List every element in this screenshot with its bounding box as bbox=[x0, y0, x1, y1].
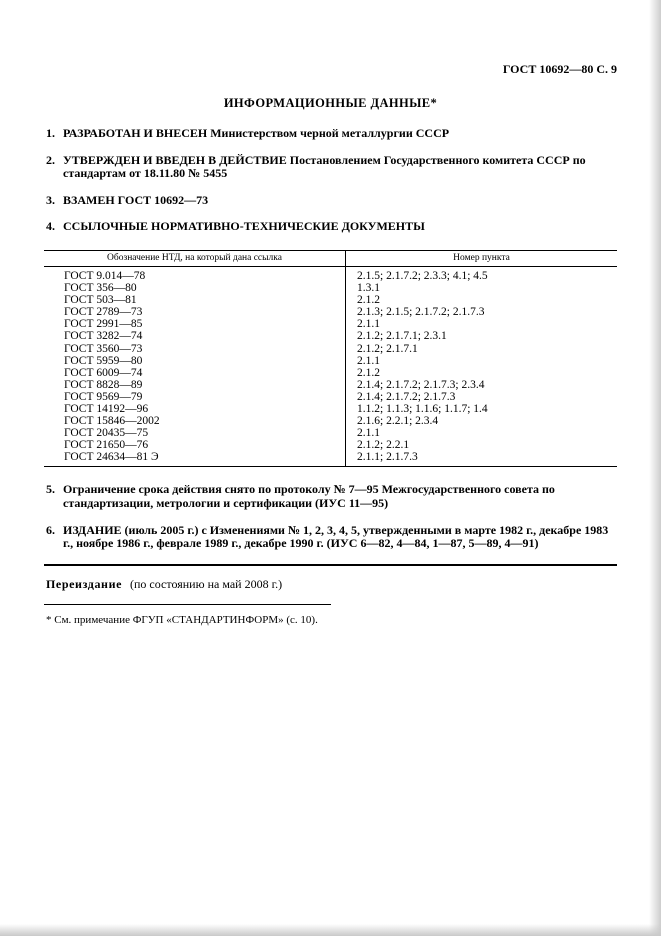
page-edge-shadow-bottom bbox=[0, 924, 661, 936]
cell-punkt: 2.1.3; 2.1.5; 2.1.7.2; 2.1.7.3 bbox=[357, 306, 485, 319]
cell-ntd: ГОСТ 5959—80 bbox=[44, 355, 346, 367]
cell-punkt: 1.1.2; 1.1.3; 1.1.6; 1.1.7; 1.4 bbox=[357, 403, 488, 415]
item-number: 3. bbox=[46, 192, 55, 207]
reissue-label: Переиздание bbox=[46, 576, 123, 591]
cell-ntd: ГОСТ 2789—73 bbox=[44, 306, 346, 318]
cell-ntd: ГОСТ 8828—89 bbox=[44, 379, 346, 391]
page-content bbox=[44, 62, 617, 627]
cell-punkt: 2.1.1 bbox=[357, 427, 380, 440]
cell-ntd: ГОСТ 9569—79 bbox=[44, 391, 346, 403]
cell-punkt: 2.1.2 bbox=[357, 294, 380, 307]
list-item-5 bbox=[44, 483, 617, 510]
item-number: 5. bbox=[46, 482, 55, 497]
cell-ntd: ГОСТ 20435—75 bbox=[44, 427, 346, 439]
list-item-2 bbox=[44, 154, 617, 181]
cell-punkt: 2.1.2; 2.1.7.1; 2.3.1 bbox=[357, 330, 447, 343]
table-body bbox=[44, 266, 617, 467]
table-row bbox=[44, 282, 617, 294]
document-header-reference: ГОСТ 10692—80 С. 9 bbox=[502, 62, 617, 76]
cell-ntd: ГОСТ 6009—74 bbox=[44, 367, 346, 379]
item-text: ИЗДАНИЕ (июль 2005 г.) с Изменениями № 1, 2, 3, 4, 5, утвержденными в марте 1982 г., декабре 1983 г., ноябре 1986 г., феврале 1989 г., декабре 1990 г. (ИУС 6—82, 4—84, 1—87, 5—89, 4—91) bbox=[63, 522, 609, 551]
cell-punkt: 2.1.1 bbox=[357, 354, 380, 367]
item-text: Ограничение срока действия снято по протоколу № 7—95 Межгосударственного совета по стандартизации, метрологии и сертификации (ИУС 11—95) bbox=[63, 482, 555, 511]
cell-punkt: 2.1.4; 2.1.7.2; 2.1.7.3 bbox=[357, 390, 456, 403]
table-row bbox=[44, 306, 617, 318]
table-row bbox=[44, 294, 617, 306]
list-item-1 bbox=[44, 127, 617, 141]
page-title: ИНФОРМАЦИОННЫЕ ДАННЫЕ* bbox=[223, 96, 438, 110]
table-row bbox=[44, 266, 617, 282]
cell-punkt: 2.1.4; 2.1.7.2; 2.1.7.3; 2.3.4 bbox=[357, 378, 485, 391]
cell-punkt: 2.1.2; 2.2.1 bbox=[357, 439, 410, 452]
table-row bbox=[44, 318, 617, 330]
column-header-ntd: Обозначение НТД, на который дана ссылка bbox=[44, 250, 346, 266]
item-number: 4. bbox=[46, 219, 55, 234]
cell-ntd: ГОСТ 3282—74 bbox=[44, 330, 346, 342]
table-row bbox=[44, 439, 617, 451]
table-row bbox=[44, 367, 617, 379]
cell-ntd: ГОСТ 3560—73 bbox=[44, 343, 346, 355]
cell-ntd: ГОСТ 2991—85 bbox=[44, 318, 346, 330]
reissue-line bbox=[44, 577, 617, 591]
column-header-punkt: Номер пункта bbox=[346, 250, 618, 266]
table-row bbox=[44, 451, 617, 467]
table-row bbox=[44, 355, 617, 367]
table-row bbox=[44, 391, 617, 403]
reference-documents-table bbox=[44, 250, 617, 468]
footnote-separator-rule bbox=[44, 604, 331, 605]
list-item-4 bbox=[44, 220, 617, 234]
cell-ntd: ГОСТ 15846—2002 bbox=[44, 415, 346, 427]
footnote-text: * См. примечание ФГУП «СТАНДАРТИНФОРМ» (с. 10). bbox=[46, 613, 318, 626]
table-row bbox=[44, 403, 617, 415]
numbered-items bbox=[44, 127, 617, 234]
table-row bbox=[44, 415, 617, 427]
table-row bbox=[44, 379, 617, 391]
item-text: РАЗРАБОТАН И ВНЕСЕН Министерством черной металлургии СССР bbox=[63, 126, 450, 140]
item-text: ВЗАМЕН ГОСТ 10692—73 bbox=[63, 192, 209, 207]
list-item-3 bbox=[44, 194, 617, 208]
cell-ntd: ГОСТ 24634—81 Э bbox=[44, 451, 346, 467]
cell-punkt: 2.1.1; 2.1.7.3 bbox=[357, 451, 418, 464]
table-row bbox=[44, 343, 617, 355]
cell-punkt: 2.1.1 bbox=[357, 318, 380, 331]
cell-punkt: 2.1.6; 2.2.1; 2.3.4 bbox=[357, 415, 439, 428]
cell-ntd: ГОСТ 21650—76 bbox=[44, 439, 346, 451]
cell-punkt: 2.1.5; 2.1.7.2; 2.3.3; 4.1; 4.5 bbox=[357, 269, 488, 282]
reissue-note: (по состоянию на май 2008 г.) bbox=[130, 576, 283, 591]
table-header bbox=[44, 250, 617, 266]
horizontal-rule-full bbox=[44, 564, 617, 566]
cell-punkt: 2.1.2; 2.1.7.1 bbox=[357, 342, 418, 355]
cell-ntd: ГОСТ 14192—96 bbox=[44, 403, 346, 415]
numbered-items-after-table bbox=[44, 483, 617, 550]
list-item-6 bbox=[44, 524, 617, 551]
page-edge-shadow-right bbox=[649, 0, 661, 936]
table-row bbox=[44, 427, 617, 439]
cell-punkt: 2.1.2 bbox=[357, 366, 380, 379]
cell-ntd: ГОСТ 503—81 bbox=[44, 294, 346, 306]
item-number: 6. bbox=[46, 522, 55, 537]
item-text: ССЫЛОЧНЫЕ НОРМАТИВНО-ТЕХНИЧЕСКИЕ ДОКУМЕНТЫ bbox=[63, 219, 425, 234]
cell-punkt: 1.3.1 bbox=[357, 282, 380, 295]
table-row bbox=[44, 330, 617, 342]
item-number: 2. bbox=[46, 152, 55, 167]
cell-ntd: ГОСТ 356—80 bbox=[44, 282, 346, 294]
item-number: 1. bbox=[46, 126, 55, 140]
item-text: УТВЕРЖДЕН И ВВЕДЕН В ДЕЙСТВИЕ Постановлением Государственного комитета СССР по стандартам от 18.11.80 № 5455 bbox=[63, 152, 586, 181]
cell-ntd: ГОСТ 9.014—78 bbox=[44, 266, 346, 282]
